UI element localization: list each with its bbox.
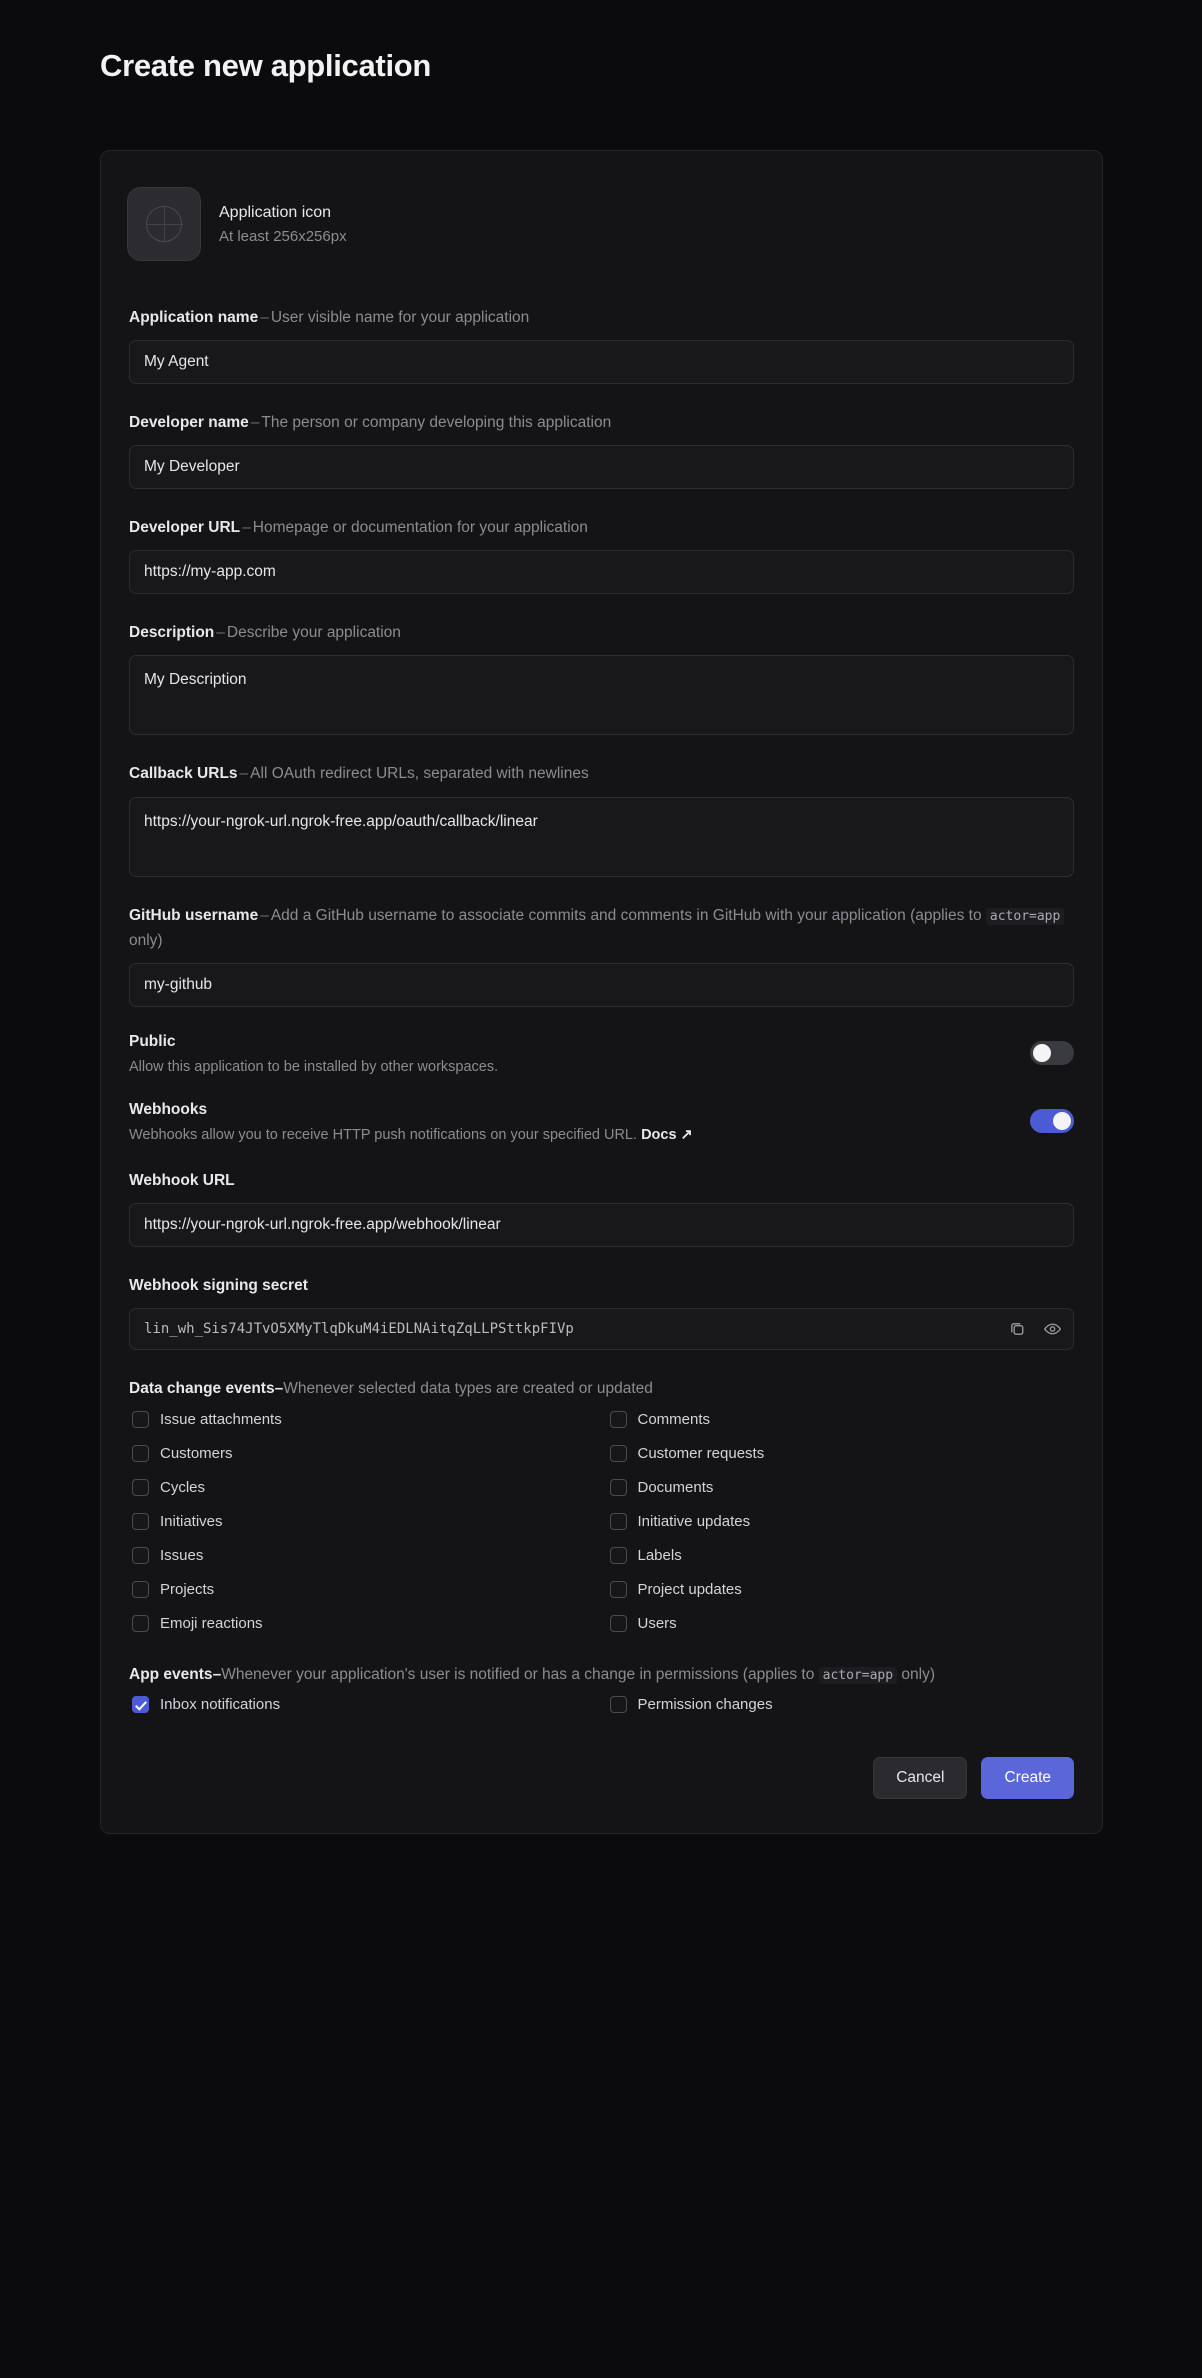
checkbox-item[interactable] [129, 1581, 597, 1598]
webhooks-docs-link[interactable]: Docs ↗ [641, 1126, 693, 1143]
checkbox[interactable] [610, 1547, 627, 1564]
app-events-grid [127, 1690, 1076, 1713]
checkbox-item[interactable] [129, 1513, 597, 1530]
checkbox-label: Issues [160, 1546, 204, 1564]
webhook-secret-actions [1008, 1320, 1062, 1339]
application-name-label-text: Application name [129, 309, 259, 326]
field-developer-name [127, 410, 1076, 489]
checkbox[interactable] [610, 1513, 627, 1530]
app-events-label [127, 1662, 1076, 1688]
field-description [127, 620, 1076, 735]
developer-name-label [129, 410, 1074, 435]
checkbox[interactable] [132, 1581, 149, 1598]
checkbox-label: Documents [637, 1478, 714, 1496]
developer-name-label-text: Developer name [129, 414, 249, 432]
webhook-secret-label: Webhook signing secret [129, 1277, 308, 1295]
checkbox[interactable] [132, 1513, 149, 1530]
checkbox[interactable] [132, 1479, 149, 1496]
checkbox-item[interactable] [607, 1696, 1075, 1713]
checkbox-label: Initiative updates [637, 1512, 751, 1530]
checkbox[interactable] [132, 1445, 149, 1462]
checkbox-item[interactable] [607, 1547, 1075, 1564]
checkbox-label: Customer requests [637, 1444, 765, 1462]
developer-url-label [129, 515, 1074, 540]
checkbox-label: Labels [637, 1546, 682, 1564]
public-toggle-row [127, 1033, 1076, 1079]
webhook-secret-input[interactable] [129, 1308, 1074, 1350]
checkbox[interactable] [132, 1547, 149, 1564]
application-icon-row [127, 187, 1076, 261]
github-username-hint-2: only) [129, 931, 163, 949]
icon-guide-circle [146, 206, 182, 242]
description-label [129, 620, 1074, 645]
label-dash: – [239, 765, 249, 783]
checkbox[interactable] [610, 1411, 627, 1428]
developer-url-input[interactable] [129, 550, 1074, 594]
field-webhook-secret [127, 1273, 1076, 1350]
checkbox-item[interactable] [129, 1547, 597, 1564]
callback-urls-hint: All OAuth redirect URLs, separated with newlines [250, 765, 589, 783]
create-button[interactable]: Create [981, 1757, 1074, 1799]
form-footer [127, 1743, 1076, 1799]
webhooks-toggle-row [127, 1101, 1076, 1147]
checkbox-label: Emoji reactions [160, 1614, 263, 1632]
checkbox-label: Comments [637, 1410, 711, 1428]
callback-urls-label-text: Callback URLs [129, 765, 238, 783]
data-change-events-grid [127, 1405, 1076, 1632]
data-change-events-label-text: Data change events [129, 1380, 275, 1398]
developer-name-input[interactable] [129, 445, 1074, 489]
checkbox-item[interactable] [607, 1615, 1075, 1632]
application-name-label [129, 305, 1074, 330]
page-title: Create new application [100, 48, 432, 83]
label-dash: – [250, 414, 260, 432]
checkbox-item[interactable] [607, 1445, 1075, 1462]
data-change-events-hint: Whenever selected data types are created or updated [283, 1380, 653, 1398]
application-icon-text [219, 204, 347, 245]
checkbox[interactable] [132, 1615, 149, 1632]
checkbox-item[interactable] [607, 1581, 1075, 1598]
webhooks-subtitle-text: Webhooks allow you to receive HTTP push notifications on your specified URL. [129, 1126, 642, 1143]
checkbox-item[interactable] [129, 1615, 597, 1632]
checkbox[interactable] [610, 1615, 627, 1632]
checkbox-item[interactable] [607, 1411, 1075, 1428]
developer-url-hint: Homepage or documentation for your application [252, 519, 588, 537]
checkbox-item[interactable] [129, 1411, 597, 1428]
label-dash: – [260, 906, 269, 924]
checkbox[interactable] [610, 1696, 627, 1713]
application-name-input[interactable] [129, 340, 1074, 384]
field-callback-urls [127, 761, 1076, 876]
field-application-name [127, 305, 1076, 384]
field-github-username [127, 903, 1076, 1007]
checkbox-label: Initiatives [160, 1512, 223, 1530]
application-icon-upload[interactable] [127, 187, 201, 261]
checkbox-label: Inbox notifications [160, 1696, 281, 1714]
public-toggle-text [129, 1033, 498, 1079]
github-username-hint-1: Add a GitHub username to associate commits and comments in GitHub with your application (applies to [270, 906, 986, 924]
cancel-button[interactable]: Cancel [873, 1757, 967, 1799]
checkbox[interactable] [132, 1696, 149, 1713]
checkbox-label: Issue attachments [160, 1410, 282, 1428]
callback-urls-label [129, 761, 1074, 786]
developer-url-label-text: Developer URL [129, 519, 241, 537]
label-dash: – [260, 309, 269, 326]
callback-urls-textarea[interactable] [129, 797, 1074, 877]
app-events-hint-1: Whenever your application's user is notified or has a change in permissions (applies to [221, 1665, 819, 1683]
github-username-label [129, 903, 1074, 953]
checkbox-label: Project updates [637, 1580, 742, 1598]
checkbox-item[interactable] [607, 1513, 1075, 1530]
description-hint: Describe your application [226, 624, 401, 642]
checkbox-item[interactable] [129, 1696, 597, 1713]
app-events-label-text: App events [129, 1665, 213, 1683]
description-textarea[interactable] [129, 655, 1074, 735]
eye-icon[interactable] [1043, 1320, 1062, 1339]
application-icon-subtitle: At least 256x256px [219, 227, 347, 245]
checkbox-item[interactable] [129, 1479, 597, 1496]
copy-icon[interactable] [1008, 1320, 1027, 1339]
checkbox-label: Users [637, 1614, 677, 1632]
webhooks-toggle-knob [1053, 1112, 1071, 1130]
webhooks-toggle-text [129, 1101, 693, 1147]
checkbox-label: Permission changes [637, 1696, 773, 1714]
app-events-hint-code: actor=app [819, 1667, 897, 1684]
webhooks-title: Webhooks [129, 1100, 208, 1118]
webhook-secret-wrapper [129, 1308, 1074, 1350]
data-change-events-label [127, 1376, 1076, 1402]
description-label-text: Description [129, 624, 215, 642]
checkbox-label: Projects [160, 1580, 215, 1598]
github-username-label-text: GitHub username [129, 906, 259, 924]
create-application-card [100, 150, 1103, 1834]
application-icon-title: Application icon [219, 203, 332, 221]
label-dash: – [242, 519, 251, 537]
checkbox[interactable] [610, 1581, 627, 1598]
public-subtitle: Allow this application to be installed by other workspaces. [129, 1058, 499, 1075]
label-dash: – [274, 1380, 284, 1398]
app-events-hint-2: only) [897, 1665, 935, 1683]
public-title: Public [129, 1032, 176, 1050]
checkbox[interactable] [610, 1479, 627, 1496]
field-developer-url [127, 515, 1076, 594]
label-dash: – [216, 624, 225, 642]
developer-name-hint: The person or company developing this application [261, 414, 612, 432]
github-username-input[interactable] [129, 963, 1074, 1007]
label-dash: – [212, 1665, 222, 1683]
checkbox-item[interactable] [607, 1479, 1075, 1496]
github-username-hint-code: actor=app [986, 908, 1064, 925]
webhooks-toggle[interactable] [1030, 1109, 1074, 1133]
webhook-url-label: Webhook URL [129, 1172, 235, 1190]
public-toggle[interactable] [1030, 1041, 1074, 1065]
public-toggle-knob [1033, 1044, 1051, 1062]
application-name-hint: User visible name for your application [270, 309, 530, 326]
checkbox-item[interactable] [129, 1445, 597, 1462]
field-webhook-url [127, 1168, 1076, 1247]
checkbox[interactable] [132, 1411, 149, 1428]
webhooks-subtitle [129, 1125, 693, 1147]
checkbox-label: Customers [160, 1444, 233, 1462]
webhook-url-input[interactable] [129, 1203, 1074, 1247]
checkbox-label: Cycles [160, 1478, 206, 1496]
checkbox[interactable] [610, 1445, 627, 1462]
